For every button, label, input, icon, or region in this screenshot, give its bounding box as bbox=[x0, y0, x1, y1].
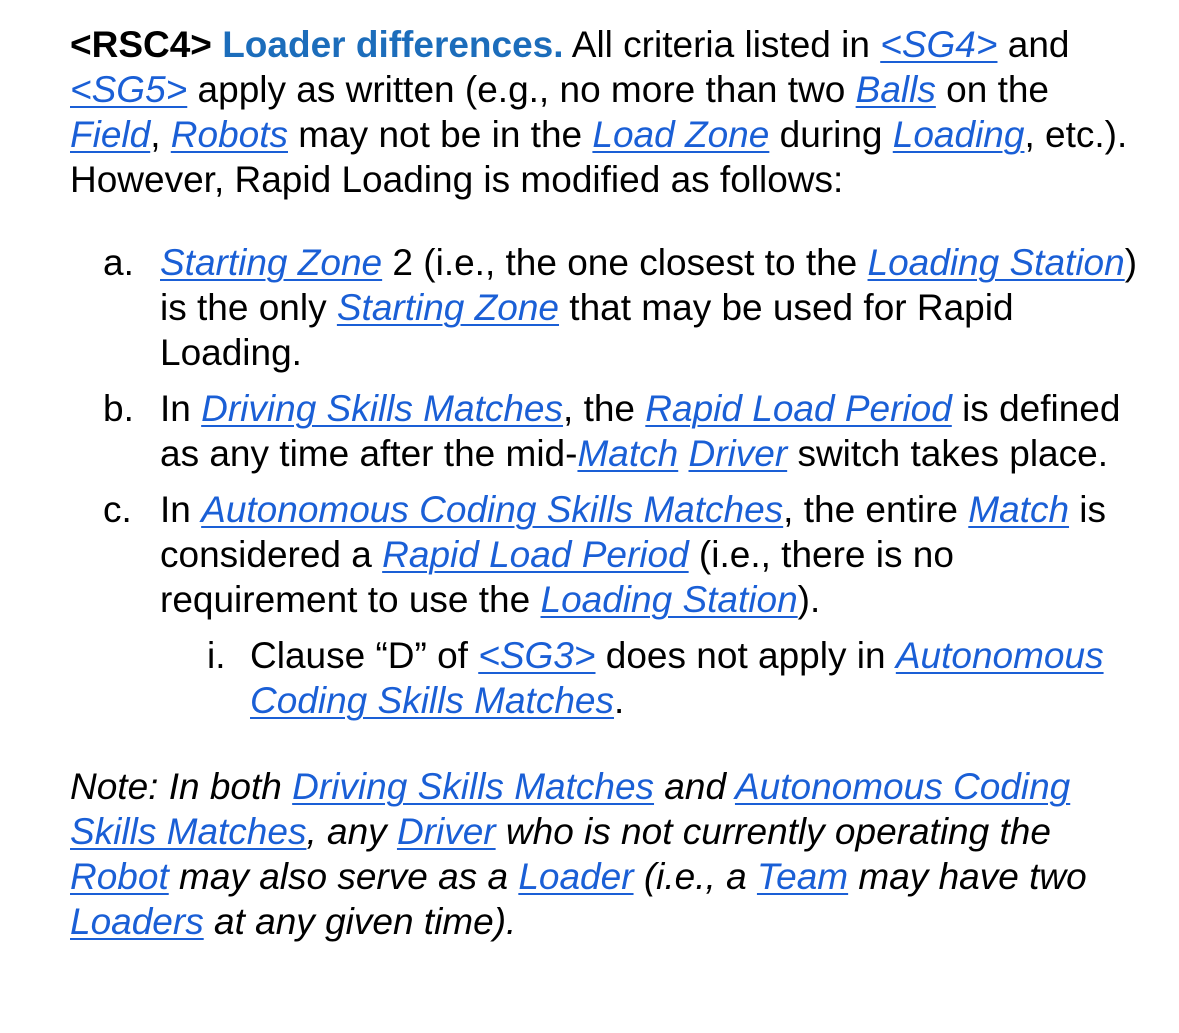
text-run: ). bbox=[797, 579, 821, 620]
text-run: (i.e., there is no requirement to use the bbox=[160, 534, 954, 620]
text-run: is defined as any time after the mid- bbox=[160, 388, 1121, 474]
link-sg3[interactable]: <SG3> bbox=[478, 635, 596, 676]
text-run: that may be used for Rapid Loading. bbox=[160, 287, 1014, 373]
link-rapid-load-period[interactable]: Rapid Load Period bbox=[382, 534, 689, 575]
link-loader[interactable]: Loader bbox=[518, 856, 634, 897]
text-run: Clause “D” of bbox=[250, 635, 479, 676]
link-robots[interactable]: Robots bbox=[170, 114, 288, 155]
link-load-zone[interactable]: Load Zone bbox=[592, 114, 770, 155]
text-run: and bbox=[997, 24, 1070, 65]
link-driver[interactable]: Driver bbox=[396, 811, 496, 852]
text-run: and bbox=[654, 766, 735, 807]
text-run: who is not currently operating the bbox=[495, 811, 1051, 852]
list-item-b bbox=[70, 386, 1139, 476]
link-sg5[interactable]: <SG5> bbox=[70, 69, 188, 110]
text-run: Note: In both bbox=[70, 766, 293, 807]
link-driving-skills-matches[interactable]: Driving Skills Matches bbox=[292, 766, 655, 807]
text-run: may not be in the bbox=[288, 114, 593, 155]
link-loading-station[interactable]: Loading Station bbox=[540, 579, 798, 620]
text-run: may have two bbox=[848, 856, 1087, 897]
text-run: , etc.). However, Rapid Loading is modified as follows: bbox=[70, 114, 1128, 200]
rule-item-list bbox=[70, 240, 1139, 723]
link-starting-zone[interactable]: Starting Zone bbox=[336, 287, 560, 328]
link-loading[interactable]: Loading bbox=[892, 114, 1025, 155]
rule-title: Loader differences. bbox=[222, 24, 564, 65]
link-autonomous-coding-skills-matches[interactable]: Autonomous Coding Skills Matches bbox=[70, 766, 1071, 852]
link-balls[interactable]: Balls bbox=[855, 69, 936, 110]
list-item-text bbox=[160, 388, 1120, 474]
text-run: is considered a bbox=[160, 489, 1107, 575]
list-item-a bbox=[70, 240, 1139, 375]
link-driver[interactable]: Driver bbox=[688, 433, 788, 474]
text-run: 2 (i.e., the one closest to the bbox=[382, 242, 868, 283]
text-run: . bbox=[613, 680, 625, 721]
link-loaders[interactable]: Loaders bbox=[70, 901, 204, 942]
list-marker: a. bbox=[103, 242, 134, 283]
rule-paragraph bbox=[70, 22, 1139, 202]
text-run: , the bbox=[563, 388, 646, 429]
text-run bbox=[678, 433, 688, 474]
link-match[interactable]: Match bbox=[968, 489, 1070, 530]
text-run: , the entire bbox=[783, 489, 969, 530]
note-paragraph bbox=[70, 764, 1139, 944]
link-loading-station[interactable]: Loading Station bbox=[867, 242, 1125, 283]
list-item-c bbox=[70, 487, 1139, 723]
text-run: , any bbox=[306, 811, 397, 852]
list-item-i bbox=[160, 633, 1139, 723]
list-marker: i. bbox=[207, 635, 226, 676]
text-run: at any given time). bbox=[203, 901, 517, 942]
link-driving-skills-matches[interactable]: Driving Skills Matches bbox=[201, 388, 564, 429]
text-run: on the bbox=[935, 69, 1050, 110]
text-run: during bbox=[769, 114, 893, 155]
list-marker: b. bbox=[103, 388, 134, 429]
link-starting-zone[interactable]: Starting Zone bbox=[160, 242, 383, 283]
link-team[interactable]: Team bbox=[756, 856, 849, 897]
text-run: may also serve as a bbox=[168, 856, 519, 897]
link-rapid-load-period[interactable]: Rapid Load Period bbox=[645, 388, 952, 429]
text-run: switch takes place. bbox=[787, 433, 1108, 474]
text-run: In bbox=[160, 388, 202, 429]
text-run: does not apply in bbox=[595, 635, 896, 676]
sub-item-list bbox=[160, 633, 1139, 723]
link-match[interactable]: Match bbox=[577, 433, 679, 474]
text-run: apply as written (e.g., no more than two bbox=[187, 69, 856, 110]
list-item-text bbox=[160, 489, 1106, 620]
link-field[interactable]: Field bbox=[70, 114, 151, 155]
list-marker: c. bbox=[103, 489, 132, 530]
list-item-text bbox=[160, 242, 1137, 373]
link-autonomous-coding-skills-matches[interactable]: Autonomous Coding Skills Matches bbox=[250, 635, 1104, 721]
text-run: All criteria listed in bbox=[563, 24, 881, 65]
link-sg4[interactable]: <SG4> bbox=[880, 24, 998, 65]
text-run: ) is the only bbox=[160, 242, 1138, 328]
link-robot[interactable]: Robot bbox=[70, 856, 169, 897]
link-autonomous-coding-skills-matches[interactable]: Autonomous Coding Skills Matches bbox=[201, 489, 784, 530]
text-run: In bbox=[160, 489, 202, 530]
rule-id: <RSC4> bbox=[70, 24, 212, 65]
list-item-text bbox=[250, 635, 1104, 721]
text-run: (i.e., a bbox=[633, 856, 757, 897]
text-run: , bbox=[150, 114, 171, 155]
